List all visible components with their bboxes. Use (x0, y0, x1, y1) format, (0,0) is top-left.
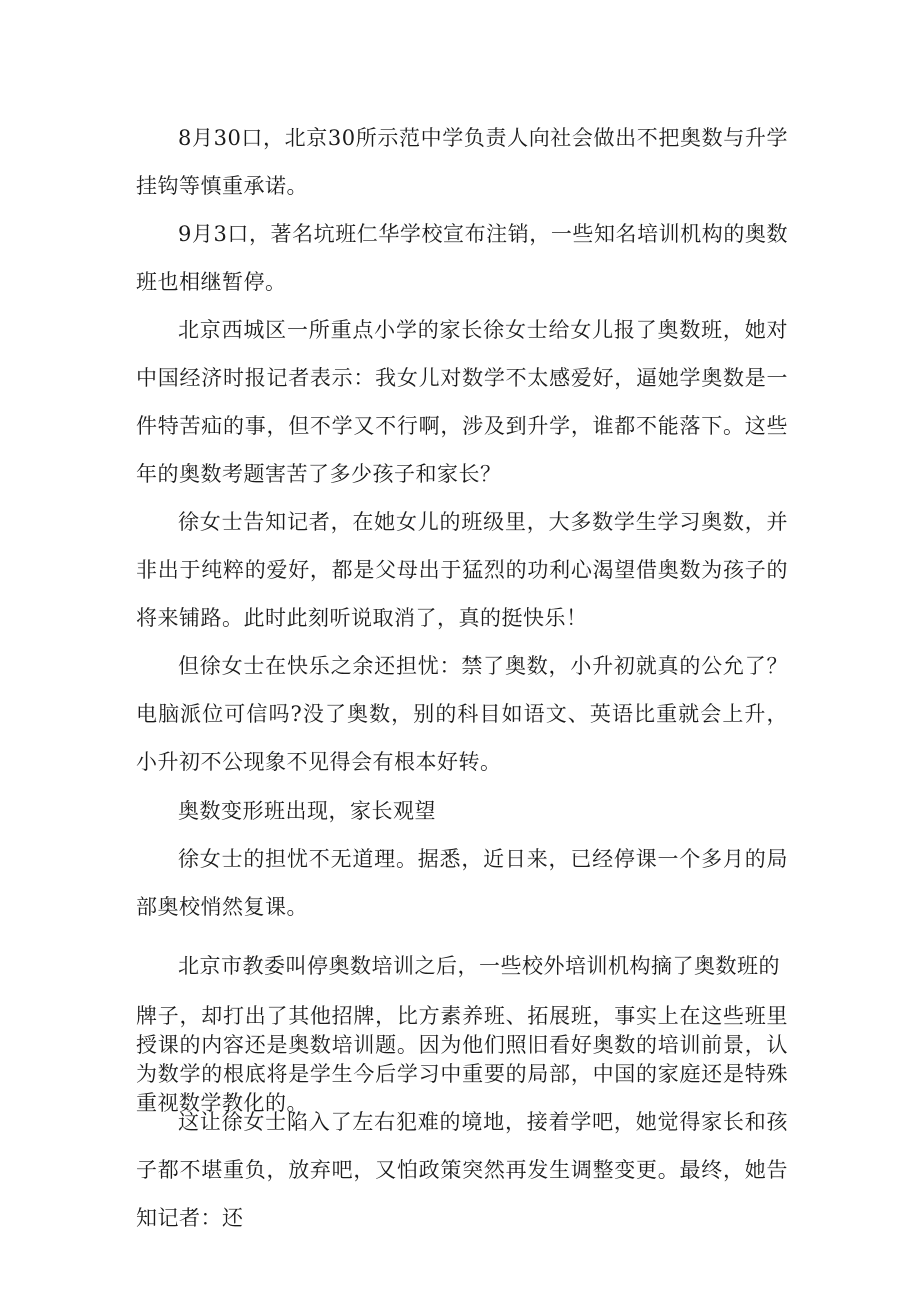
paragraph-reopened: 徐女士的担忧不无道理。据悉，近日来，已经停课一个多月的局部奥校悄然复课。 (136, 847, 788, 919)
paragraph-dilemma: 这让徐女士陷入了左右犯难的境地，接着学吧，她觉得家长和孩子都不堪重负，放弃吧，又怕政策突然再发生调整变更。最终，她告知记者：还 (136, 1110, 788, 1230)
paragraph-xu-tells-reporter: 徐女士告知记者，在她女儿的班级里，大多数学生学习奥数，并非出于纯粹的爱好，都是父母出于猛烈的功利心渴望借奥数为孩子的将来铺路。此时此刻听说取消了，真的挺快乐！ (136, 510, 788, 630)
paragraph-sep3: 9月3口，著名坑班仁华学校宣布注销，一些知名培训机构的奥数班也相继暂停。 (136, 222, 788, 294)
paragraph-renamed-classes: 牌子，却打出了其他招牌，比方素养班、拓展班，事实上在这些班里授课的内容还是奥数培训题。因为他们照旧看好奥数的培训前景，认为数学的根底将是学生今后学习中重要的局部，中国的家庭还是特殊重视数学教化的。 (136, 1004, 788, 1115)
paragraph-aug30: 8月30口，北京30所示范中学负责人向社会做出不把奥数与升学挂钩等慎重承诺。 (136, 126, 788, 198)
paragraph-xu-worries: 但徐女士在快乐之余还担忧：禁了奥数，小升初就真的公允了？电脑派位可信吗?没了奥数，别的科目如语文、英语比重就会上升，小升初不公现象不见得会有根本好转。 (136, 654, 788, 774)
paragraph-parent-xu: 北京西城区一所重点小学的家长徐女士给女儿报了奥数班，她对中国经济时报记者表示：我女儿对数学不太感爱好，逼她学奥数是一件特苦疝的事，但不学又不行啊，涉及到升学，谁都不能落下。这些年的奥数考题害苦了多少孩子和家长？ (136, 318, 788, 486)
section-heading: 奥数变形班出现，家长观望 (178, 799, 436, 823)
paragraph-education-commission: 北京市教委叫停奥数培训之后，一些校外培训机构摘了奥数班的 (178, 954, 780, 978)
